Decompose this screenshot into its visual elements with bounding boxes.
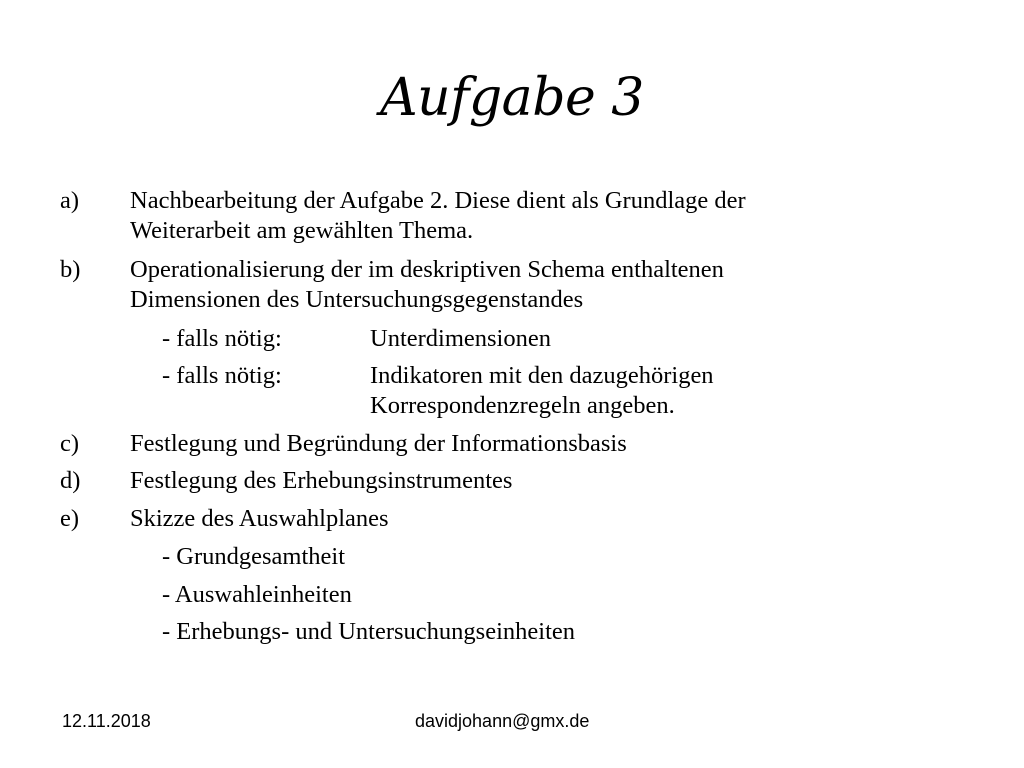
item-a-marker: a) [60,187,80,214]
item-b-marker: b) [60,256,81,283]
item-b-sub-2-text-1: Indikatoren mit den dazugehörigen [370,362,714,389]
item-b-sub-1-text: Unterdimensionen [370,325,551,352]
item-a-line-1: Nachbearbeitung der Aufgabe 2. Diese dient als Grundlage der [130,187,746,214]
item-b-sub-1-label: - falls nötig: [162,325,282,352]
item-e-sub-2: - Auswahleinheiten [162,581,352,608]
item-d-marker: d) [60,467,81,494]
item-e-line-1: Skizze des Auswahlplanes [130,505,389,532]
item-e-sub-3: - Erhebungs- und Untersuchungseinheiten [162,618,575,645]
item-c-line-1: Festlegung und Begründung der Informationsbasis [130,430,627,457]
item-b-sub-2-text-2: Korrespondenzregeln angeben. [370,392,675,419]
item-a-line-2: Weiterarbeit am gewählten Thema. [130,217,474,244]
item-e-sub-1: - Grundgesamtheit [162,543,346,570]
item-d-line-1: Festlegung des Erhebungsinstrumentes [130,467,513,494]
item-c-marker: c) [60,430,80,457]
item-b-line-2: Dimensionen des Untersuchungsgegenstandes [130,286,584,313]
item-b-sub-2-label: - falls nötig: [162,362,282,389]
item-b-line-1: Operationalisierung der im deskriptiven Schema enthaltenen [130,256,724,283]
footer-date: 12.11.2018 [62,711,151,731]
item-e-marker: e) [60,505,80,532]
footer-email: davidjohann@gmx.de [415,711,590,731]
slide-title: Aufgabe 3 [380,68,644,128]
